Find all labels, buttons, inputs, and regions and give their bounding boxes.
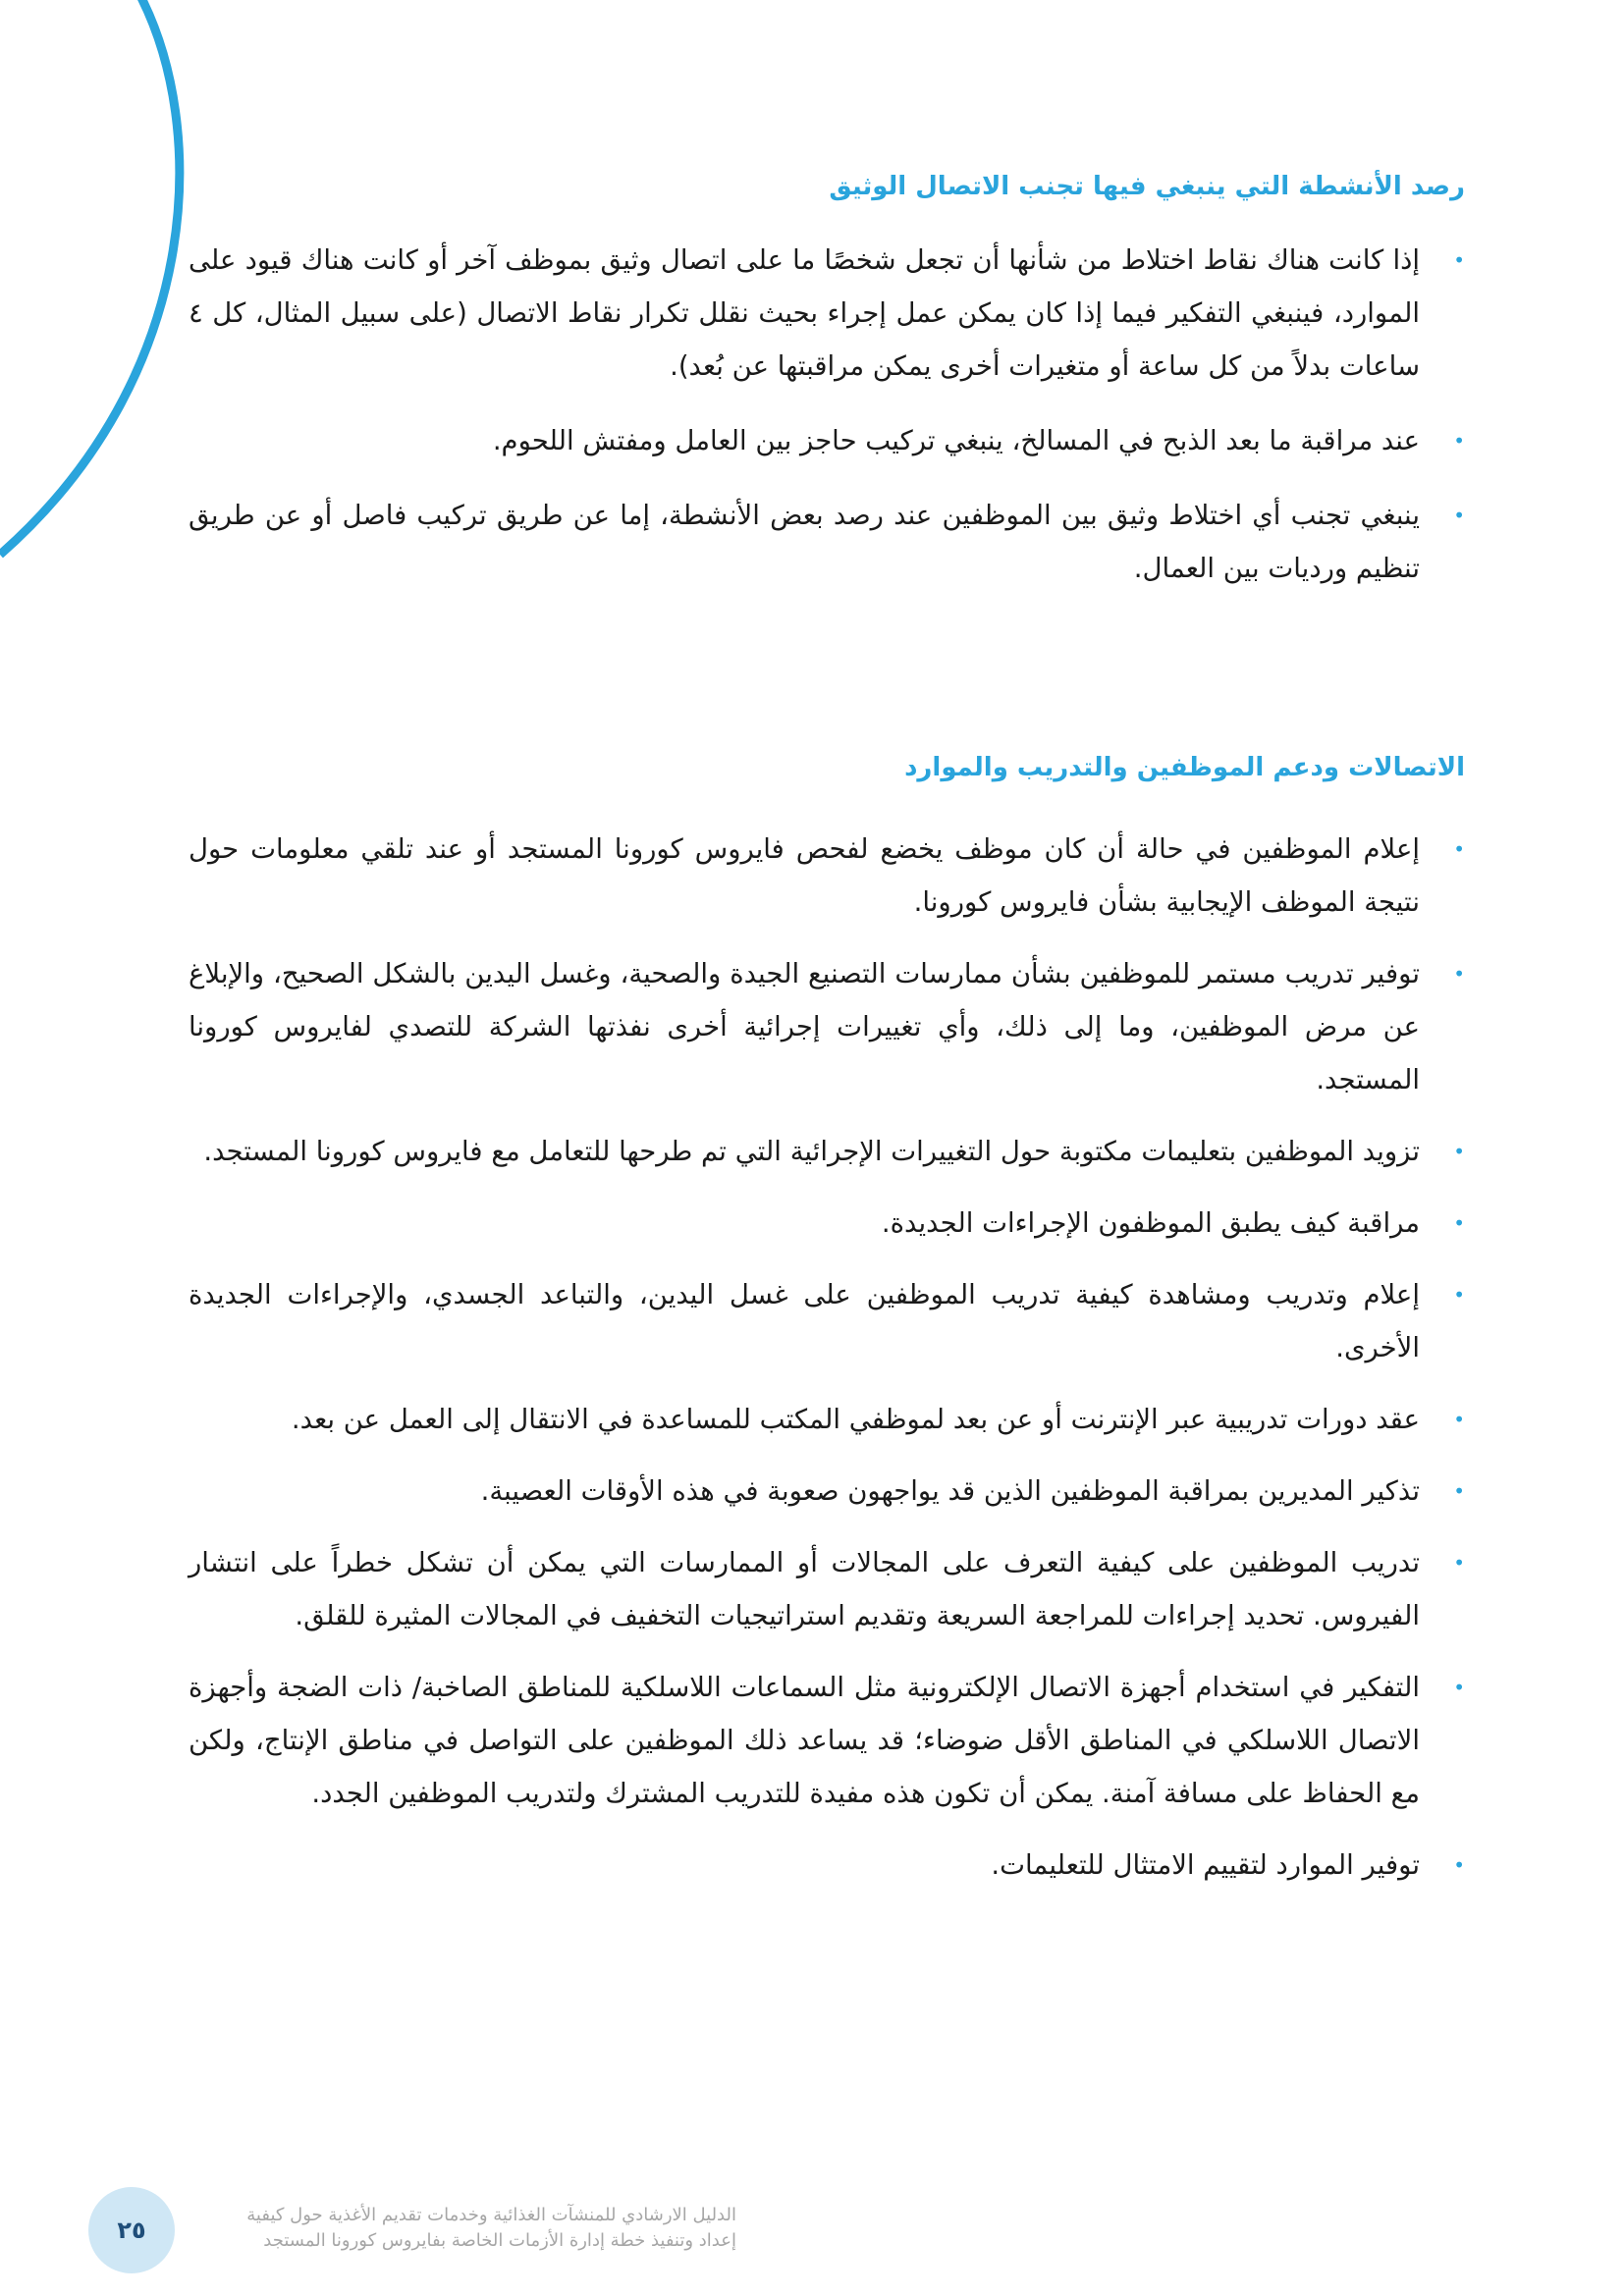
list-item-text: إذا كانت هناك نقاط اختلاط من شأنها أن تجعل شخصًا ما على اتصال وثيق بموظف آخر أو كانت هناك قيود على الموارد، فينبغي التفكير فيما إذا كان يمكن عمل إجراء بحيث نقلل تكرار نقاط الاتصال (على سبيل المثال، كل ٤ ساعات بدلاً من كل ساعة أو متغيرات أخرى يمكن مراقبتها عن بُعد).	[189, 244, 1420, 382]
bullet-icon: •	[1453, 1283, 1465, 1307]
bullet-icon: •	[1453, 1140, 1465, 1163]
decorative-arc-stroke	[0, 0, 180, 555]
bullet-icon: •	[1453, 248, 1465, 272]
list-item	[189, 1839, 1465, 1892]
page-number: ٢٥	[88, 2187, 175, 2273]
list-item	[189, 414, 1465, 467]
footer-title-line: الدليل الارشادي للمنشآت الغذائية وخدمات تقديم الأغذية حول كيفية	[246, 2205, 736, 2225]
footer-title-line: إعداد وتنفيذ خطة إدارة الأزمات الخاصة بفايروس كورونا المستجد	[263, 2230, 736, 2251]
list-item	[189, 823, 1465, 929]
bullet-icon: •	[1453, 1479, 1465, 1503]
list-item-text: إعلام الموظفين في حالة أن كان موظف يخضع لفحص فايروس كورونا المستجد أو عند تلقي معلومات حول نتيجة الموظف الإيجابية بشأن فايروس كورونا.	[189, 833, 1420, 918]
bullet-icon: •	[1453, 504, 1465, 527]
list-item	[189, 1393, 1465, 1446]
list-item-text: تذكير المديرين بمراقبة الموظفين الذين قد يواجهون صعوبة في هذه الأوقات العصيبة.	[480, 1475, 1420, 1507]
list-item	[189, 947, 1465, 1106]
list-item	[189, 1465, 1465, 1518]
bullet-list	[189, 234, 1465, 595]
bullet-icon: •	[1453, 1211, 1465, 1235]
list-item-text: توفير تدريب مستمر للموظفين بشأن ممارسات التصنيع الجيدة والصحية، وغسل اليدين بالشكل الصحيح، والإبلاغ عن مرض الموظفين، وما إلى ذلك، وأي تغييرات إجرائية أخرى نفذتها الشركة للتصدي لفايروس كورونا المستجد.	[189, 958, 1420, 1095]
list-item-text: تزويد الموظفين بتعليمات مكتوبة حول التغييرات الإجرائية التي تم طرحها للتعامل مع فايروس كورونا المستجد.	[203, 1136, 1420, 1167]
list-item	[189, 1268, 1465, 1374]
bullet-icon: •	[1453, 1551, 1465, 1575]
list-item	[189, 1125, 1465, 1178]
list-item	[189, 1197, 1465, 1250]
bullet-icon: •	[1453, 1676, 1465, 1699]
list-item	[189, 1536, 1465, 1642]
list-item	[189, 489, 1465, 595]
list-item	[189, 234, 1465, 393]
footer-document-title	[206, 2203, 736, 2254]
list-item-text: عند مراقبة ما بعد الذبح في المسالخ، ينبغي تركيب حاجز بين العامل ومفتش اللحوم.	[492, 425, 1420, 456]
bullet-icon: •	[1453, 962, 1465, 986]
bullet-icon: •	[1453, 1408, 1465, 1431]
bullet-icon: •	[1453, 1853, 1465, 1877]
bullet-icon: •	[1453, 837, 1465, 861]
bullet-icon: •	[1453, 429, 1465, 453]
decorative-arc	[0, 0, 196, 569]
list-item-text: إعلام وتدريب ومشاهدة كيفية تدريب الموظفين على غسل اليدين، والتباعد الجسدي، والإجراءات الجديدة الأخرى.	[189, 1279, 1420, 1363]
bullet-list	[189, 823, 1465, 1892]
section-heading: الاتصالات ودعم الموظفين والتدريب والموارد	[904, 753, 1465, 782]
page-footer	[88, 2187, 736, 2275]
list-item	[189, 1661, 1465, 1820]
section-heading: رصد الأنشطة التي ينبغي فيها تجنب الاتصال الوثيق	[829, 172, 1465, 201]
list-item-text: التفكير في استخدام أجهزة الاتصال الإلكترونية مثل السماعات اللاسلكية للمناطق الصاخبة/ ذات الضجة وأجهزة الاتصال اللاسلكي في المناطق الأقل ضوضاء؛ قد يساعد ذلك الموظفين على التواصل في مناطق الإنتاج، ولكن مع الحفاظ على مسافة آمنة. يمكن أن تكون هذه مفيدة للتدريب المشترك ولتدريب الموظفين الجدد.	[189, 1672, 1420, 1809]
list-item-text: ينبغي تجنب أي اختلاط وثيق بين الموظفين عند رصد بعض الأنشطة، إما عن طريق تركيب فاصل أو عن طريق تنظيم ورديات بين العمال.	[189, 500, 1420, 584]
list-item-text: تدريب الموظفين على كيفية التعرف على المجالات أو الممارسات التي يمكن أن تشكل خطراً على انتشار الفيروس. تحديد إجراءات للمراجعة السريعة وتقديم استراتيجيات التخفيف في المجالات المثيرة للقلق.	[189, 1547, 1420, 1631]
list-item-text: مراقبة كيف يطبق الموظفون الإجراءات الجديدة.	[881, 1207, 1420, 1239]
list-item-text: توفير الموارد لتقييم الامتثال للتعليمات.	[991, 1849, 1420, 1881]
list-item-text: عقد دورات تدريبية عبر الإنترنت أو عن بعد لموظفي المكتب للمساعدة في الانتقال إلى العمل عن بعد.	[291, 1404, 1420, 1435]
section-close-contact-monitoring	[189, 167, 1465, 616]
section-communications-training-resources	[189, 748, 1465, 1910]
